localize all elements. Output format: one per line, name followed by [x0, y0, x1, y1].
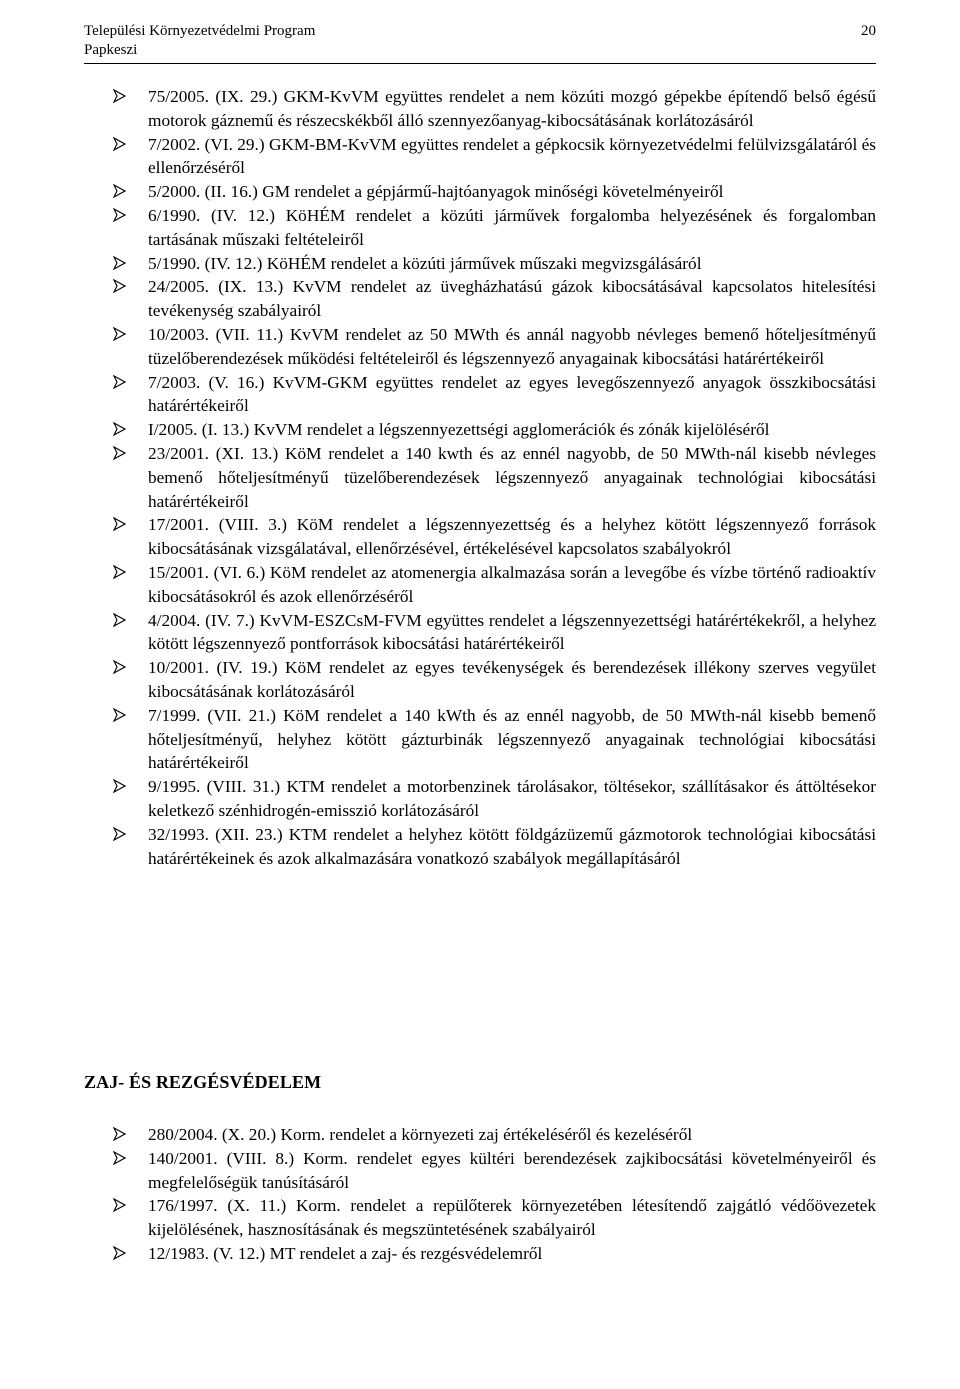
list-item-text: 9/1995. (VIII. 31.) KTM rendelet a motorbenzinek tárolásakor, töltésekor, szállításakor és áttöltésekor keletkező szénhidrogén-emisszió korlátozásáról: [148, 777, 876, 820]
arrow-bullet-icon: [113, 323, 135, 341]
list-item: [148, 1123, 876, 1147]
list-item-text: 140/2001. (VIII. 8.) Korm. rendelet egyes kültéri berendezések zajkibocsátási követelményeiről és megfelelőségük tanúsításáról: [148, 1148, 876, 1192]
list-item: [148, 513, 876, 561]
list-item: [148, 1147, 876, 1195]
list-item: [148, 275, 876, 323]
list-item: [148, 418, 876, 442]
list-item: [148, 609, 876, 657]
list-item: [148, 1242, 876, 1266]
list-item-text: 24/2005. (IX. 13.) KvVM rendelet az üvegházhatású gázok kibocsátásával kapcsolatos hitelesítési tevékenység szabályairól: [148, 277, 876, 321]
list-item-text: 10/2001. (IV. 19.) KöM rendelet az egyes tevékenységek és berendezések illékony szerves vegyület kibocsátásának korlátozásáról: [148, 658, 876, 701]
arrow-bullet-icon: [113, 823, 135, 841]
arrow-bullet-icon: [113, 85, 135, 103]
section-title: ZAJ- ÉS REZGÉSVÉDELEM: [84, 1072, 322, 1092]
list-item-text: 7/2002. (VI. 29.) GKM-BM-KvVM együttes rendelet a gépkocsik környezetvédelmi felülvizsgálatáról és ellenőrzéséről: [148, 134, 877, 178]
list-item-text: 75/2005. (IX. 29.) GKM-KvVM együttes rendelet a nem közúti mozgó gépekbe építendő belső égésű motorok gáznemű és részecskékből álló szennyezőanyag-kibocsátásának korlátozásáról: [148, 87, 876, 130]
list-item: [148, 371, 876, 419]
list-item: [148, 85, 876, 133]
list-item-text: 32/1993. (XII. 23.) KTM rendelet a helyhez kötött földgázüzemű gázmotorok technológiai kibocsátási határértékeinek és azok alkalmazására vonatkozó szabályok megállapításáról: [148, 824, 876, 868]
list-item-text: 12/1983. (V. 12.) MT rendelet a zaj- és rezgésvédelemről: [148, 1243, 543, 1263]
arrow-bullet-icon: [113, 204, 135, 222]
header-divider: [84, 63, 876, 64]
arrow-bullet-icon: [113, 775, 135, 793]
list-item: [148, 656, 876, 704]
page-number: 20: [861, 23, 876, 39]
arrow-bullet-icon: [113, 371, 135, 389]
list-item-text: 280/2004. (X. 20.) Korm. rendelet a környezeti zaj értékeléséről és kezeléséről: [148, 1125, 693, 1144]
list-item: [148, 323, 876, 371]
arrow-bullet-icon: [113, 561, 135, 579]
header-subtitle: Papkeszi: [84, 42, 138, 58]
list-item: [148, 1194, 876, 1242]
header-title: Települési Környezetvédelmi Program: [84, 23, 316, 39]
arrow-bullet-icon: [113, 513, 135, 531]
list-item-text: 7/1999. (VII. 21.) KöM rendelet a 140 kWth és az ennél nagyobb, de 50 MWth-nál kisebb bemenő hőteljesítményű, helyhez kötött gázturbinák légszennyező anyagainak technológiai kibocsátási határértékeiről: [148, 705, 876, 773]
list-item-text: 5/2000. (II. 16.) GM rendelet a gépjármű-hajtóanyagok minőségi követelményeiről: [148, 182, 724, 202]
arrow-bullet-icon: [113, 275, 135, 293]
list-item: [148, 442, 876, 513]
arrow-bullet-icon: [113, 442, 135, 460]
list-item-text: 6/1990. (IV. 12.) KöHÉM rendelet a közúti járművek forgalomba helyezésének és forgalomban tartásának műszaki feltételeiről: [148, 205, 876, 249]
list-item: [148, 704, 876, 775]
arrow-bullet-icon: [113, 180, 135, 198]
arrow-bullet-icon: [113, 418, 135, 436]
list-item-text: 23/2001. (XI. 13.) KöM rendelet a 140 kwth és az ennél nagyobb, de 50 MWth-nál kisebb névleges bemenő hőteljesítményű tüzelőberendezések légszennyező anyagainak technológiai kibocsátási határértékeiről: [148, 443, 876, 511]
list-item-text: 10/2003. (VII. 11.) KvVM rendelet az 50 MWth és annál nagyobb névleges bemenő hőteljesítményű tüzelőberendezések működési feltételeiről és légszennyező anyagainak kibocsátási határértékeiről: [148, 324, 876, 368]
list-item-text: 5/1990. (IV. 12.) KöHÉM rendelet a közúti járművek műszaki megvizsgálásáról: [148, 253, 702, 273]
list-item-text: 4/2004. (IV. 7.) KvVM-ESZCsM-FVM együttes rendelet a légszennyezettségi határértékekről, a helyhez kötött légszennyező pontforrások kibocsátási határértékeiről: [148, 610, 876, 654]
list-item: [148, 180, 876, 204]
list-item: [148, 204, 876, 252]
list-item-text: 7/2003. (V. 16.) KvVM-GKM együttes rendelet az egyes levegőszennyező anyagok összkibocsátási határértékeiről: [148, 372, 876, 416]
list-item: [148, 133, 876, 181]
list-item: [148, 775, 876, 823]
arrow-bullet-icon: [113, 1123, 135, 1141]
list-item-text: 15/2001. (VI. 6.) KöM rendelet az atomenergia alkalmazása során a levegőbe és vízbe történő radioaktív kibocsátásokról és azok ellenőrzéséről: [148, 562, 876, 606]
arrow-bullet-icon: [113, 704, 135, 722]
arrow-bullet-icon: [113, 1242, 135, 1260]
list-item-text: 17/2001. (VIII. 3.) KöM rendelet a légszennyezettség és a helyhez kötött légszennyező források kibocsátásának vizsgálatával, ellenőrzésével, értékelésével kapcsolatos szabályokról: [148, 515, 876, 559]
list-item: [148, 823, 876, 871]
page-header: [84, 22, 876, 60]
regulation-list: [148, 85, 876, 870]
arrow-bullet-icon: [113, 656, 135, 674]
list-item-text: 176/1997. (X. 11.) Korm. rendelet a repülőterek környezetében létesítendő zajgátló védőövezetek kijelölésének, hasznosításának és megszüntetésének szabályairól: [148, 1196, 876, 1240]
noise-regulation-list: [148, 1123, 876, 1266]
arrow-bullet-icon: [113, 133, 135, 151]
arrow-bullet-icon: [113, 609, 135, 627]
list-item: [148, 561, 876, 609]
list-item-text: I/2005. (I. 13.) KvVM rendelet a légszennyezettségi agglomerációk és zónák kijelöléséről: [148, 420, 770, 440]
list-item: [148, 252, 876, 276]
arrow-bullet-icon: [113, 252, 135, 270]
arrow-bullet-icon: [113, 1194, 135, 1212]
arrow-bullet-icon: [113, 1147, 135, 1165]
